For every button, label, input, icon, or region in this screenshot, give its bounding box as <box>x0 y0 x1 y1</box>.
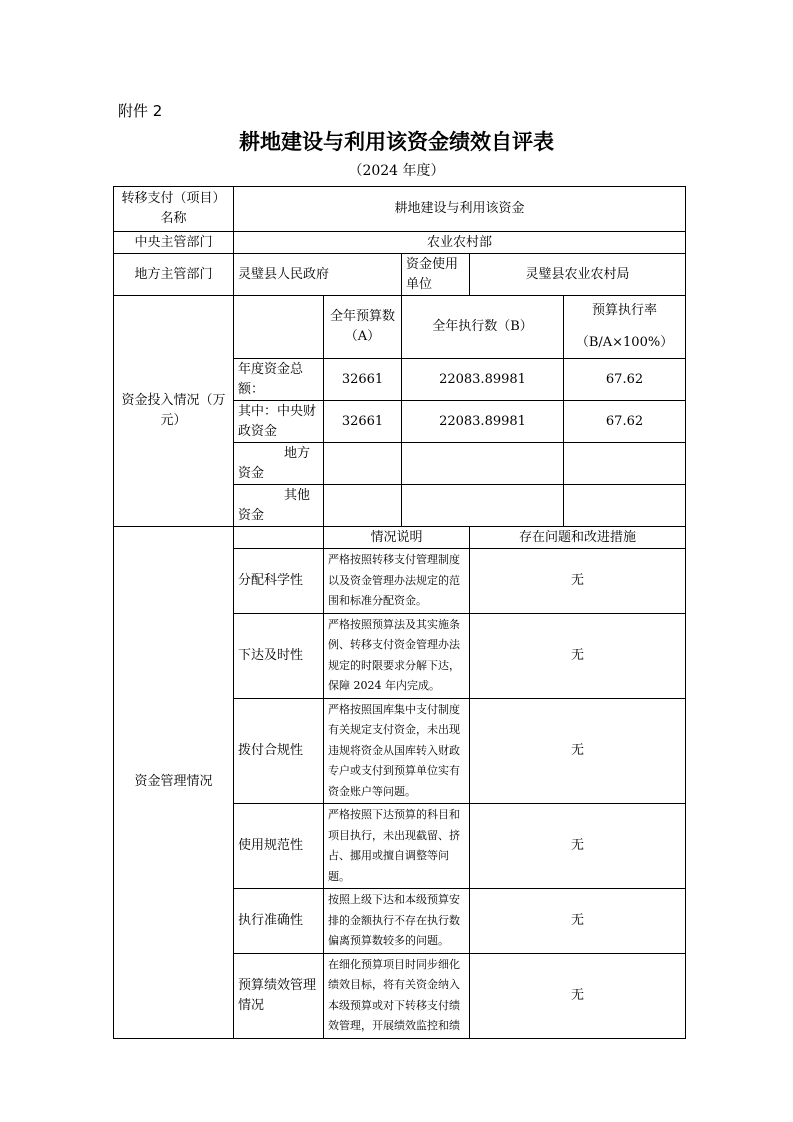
funds-row-label-bottom: 资金 <box>238 507 265 523</box>
management-issue: 无 <box>470 613 686 698</box>
funds-row-label: 年度资金总额： <box>234 359 324 401</box>
empty-cell <box>234 527 324 549</box>
management-issue: 无 <box>470 804 686 889</box>
col-rate-title: 预算执行率 <box>592 303 658 318</box>
col-rate-header <box>564 296 686 359</box>
col-rate-formula: （B/A×100%） <box>575 335 674 350</box>
attachment-label: 附件 2 <box>118 102 163 120</box>
management-item: 使用规范性 <box>234 804 324 889</box>
funds-row-label <box>234 485 324 527</box>
funds-row-label <box>234 443 324 485</box>
central-dept-value: 农业农村部 <box>234 232 686 254</box>
funds-row-rate <box>564 443 686 485</box>
management-item: 下达及时性 <box>234 613 324 698</box>
table-row <box>114 187 686 232</box>
funds-row-budget: 32661 <box>324 359 402 401</box>
funds-row-rate: 67.62 <box>564 359 686 401</box>
col-desc-header: 情况说明 <box>324 527 470 549</box>
table-row <box>114 527 686 549</box>
page-title: 耕地建设与利用该资金绩效自评表 <box>239 130 554 154</box>
col-exec-header: 全年执行数（B） <box>402 296 564 359</box>
funds-row-budget <box>324 485 402 527</box>
management-desc: 在细化预算项目时同步细化绩效目标，将有关资金纳入本级预算或对下转移支付绩效管理，开展绩效监控和绩 <box>324 953 470 1038</box>
table-row <box>114 296 686 359</box>
management-desc: 严格按照下达预算的科目和项目执行，未出现截留、挤占、挪用或擅自调整等问题。 <box>324 804 470 889</box>
central-dept-label: 中央主管部门 <box>114 232 234 254</box>
local-dept-label: 地方主管部门 <box>114 254 234 296</box>
management-item: 拨付合规性 <box>234 698 324 804</box>
funds-row-rate <box>564 485 686 527</box>
funds-row-exec <box>402 443 564 485</box>
funds-row-rate: 67.62 <box>564 401 686 443</box>
management-item: 分配科学性 <box>234 549 324 614</box>
local-dept-value: 灵璧县人民政府 <box>234 254 402 296</box>
user-unit-value: 灵璧县农业农村局 <box>470 254 686 296</box>
table-row <box>114 232 686 254</box>
project-name-label: 转移支付（项目）名称 <box>114 187 234 232</box>
management-section-label: 资金管理情况 <box>114 527 234 1039</box>
user-unit-label: 资金使用单位 <box>402 254 470 296</box>
management-issue: 无 <box>470 889 686 954</box>
management-desc: 按照上级下达和本级预算安排的金额执行不存在执行数偏离预算数较多的问题。 <box>324 889 470 954</box>
funds-row-label: 其中：中央财政资金 <box>234 401 324 443</box>
funds-row-exec <box>402 485 564 527</box>
table-row <box>114 254 686 296</box>
funds-row-label-top: 其他 <box>284 487 311 503</box>
funds-row-exec: 22083.89981 <box>402 359 564 401</box>
funds-row-budget <box>324 443 402 485</box>
management-issue: 无 <box>470 953 686 1038</box>
management-desc: 严格按照转移支付管理制度以及资金管理办法规定的范围和标准分配资金。 <box>324 549 470 614</box>
col-budget-header: 全年预算数（A） <box>324 296 402 359</box>
management-item: 执行准确性 <box>234 889 324 954</box>
management-issue: 无 <box>470 549 686 614</box>
funds-row-budget: 32661 <box>324 401 402 443</box>
empty-cell <box>234 296 324 359</box>
evaluation-table <box>113 186 686 1039</box>
management-desc: 严格按照预算法及其实施条例、转移支付资金管理办法规定的时限要求分解下达，保障 2024 年内完成。 <box>324 613 470 698</box>
management-issue: 无 <box>470 698 686 804</box>
management-item: 预算绩效管理情况 <box>234 953 324 1038</box>
management-desc: 严格按照国库集中支付制度有关规定支付资金，未出现违规将资金从国库转入财政专户或支付到预算单位实有资金账户等问题。 <box>324 698 470 804</box>
funds-row-label-bottom: 资金 <box>238 465 265 481</box>
funds-row-label-top: 地方 <box>284 445 311 461</box>
project-name-value: 耕地建设与利用该资金 <box>234 187 686 232</box>
page-subtitle: （2024 年度） <box>348 163 445 179</box>
funds-section-label: 资金投入情况（万元） <box>114 296 234 527</box>
col-issue-header: 存在问题和改进措施 <box>470 527 686 549</box>
funds-row-exec: 22083.89981 <box>402 401 564 443</box>
